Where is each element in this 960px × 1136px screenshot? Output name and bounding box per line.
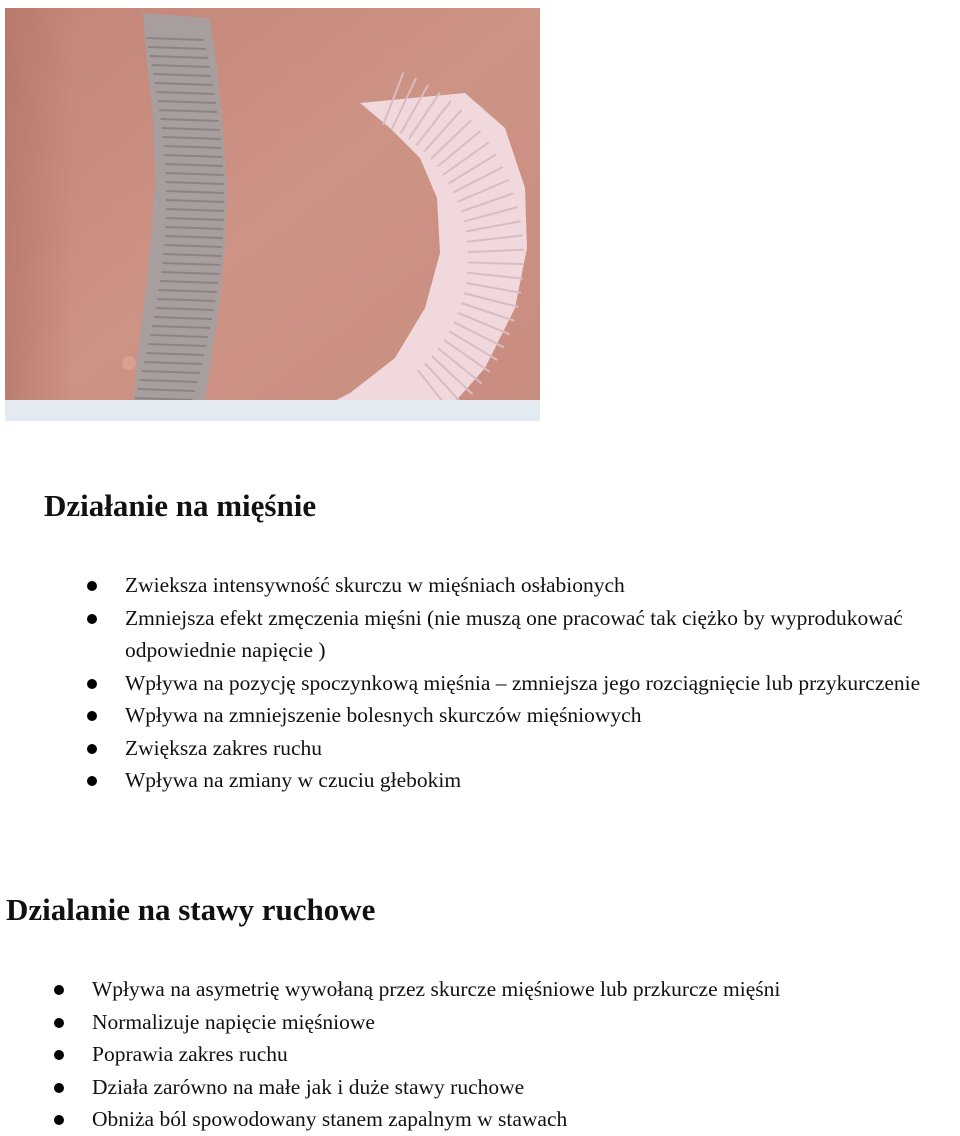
kinesiology-tape-photo	[5, 8, 540, 421]
list-item: Zwiększa zakres ruchu	[125, 732, 960, 765]
list-item: Wpływa na zmiany w czuciu głebokim	[125, 764, 960, 797]
list-item: Zwieksza intensywność skurczu w mięśniach osłabionych	[125, 569, 960, 602]
list-item: Poprawia zakres ruchu	[92, 1038, 957, 1071]
list-item: Wpływa na pozycję spoczynkową mięśnia – zmniejsza jego rozciągnięcie lub przykurczenie	[125, 667, 960, 700]
bullet-list-joints	[92, 973, 957, 1136]
section-title-joints: Dzialanie na stawy ruchowe	[6, 892, 376, 927]
fabric-waistband	[5, 400, 540, 421]
bullet-list-muscles	[125, 569, 960, 797]
skin-shadow	[5, 8, 75, 421]
list-item: Normalizuje napięcie mięśniowe	[92, 1006, 957, 1039]
list-item: Działa zarówno na małe jak i duże stawy ruchowe	[92, 1071, 957, 1104]
list-item: Zmniejsza efekt zmęczenia mięśni (nie muszą one pracować tak ciężko by wyprodukować odpowiednie napięcie )	[125, 602, 960, 667]
list-item: Obniża ból spowodowany stanem zapalnym w stawach	[92, 1103, 957, 1136]
kinesiology-tape-photo-icon	[5, 8, 540, 421]
list-item: Wpływa na asymetrię wywołaną przez skurcze mięśniowe lub przkurcze mięśni	[92, 973, 957, 1006]
skin-blemish	[122, 356, 136, 370]
list-item: Wpływa na zmniejszenie bolesnych skurczów mięśniowych	[125, 699, 960, 732]
section-title-muscles: Działanie na mięśnie	[44, 488, 317, 523]
